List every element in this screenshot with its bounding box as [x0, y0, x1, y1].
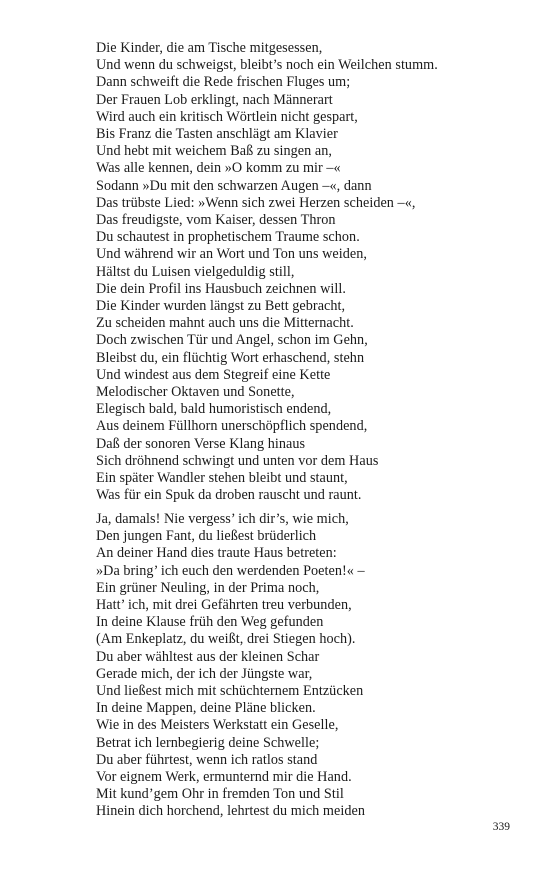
- poem-line: Hinein dich horchend, lehrtest du mich meiden: [96, 803, 365, 820]
- poem-line: Aus deinem Füllhorn unerschöpflich spendend,: [96, 418, 368, 435]
- poem-stanza-1: [96, 40, 516, 504]
- poem-line: In deine Mappen, deine Pläne blicken.: [96, 700, 316, 717]
- poem-line: Bis Franz die Tasten anschlägt am Klavier: [96, 126, 338, 143]
- poem-line: Der Frauen Lob erklingt, nach Männerart: [96, 91, 333, 108]
- poem-line: Die Kinder wurden längst zu Bett gebracht,: [96, 298, 346, 315]
- poem-line: Zu scheiden mahnt auch uns die Mitternacht.: [96, 315, 354, 332]
- poem-line: Gerade mich, der ich der Jüngste war,: [96, 665, 313, 682]
- poem-line: Du aber führtest, wenn ich ratlos stand: [96, 751, 318, 768]
- poem-line: Betrat ich lernbegierig deine Schwelle;: [96, 734, 320, 751]
- poem-line: Und während wir an Wort und Ton uns weiden,: [96, 246, 367, 263]
- poem-line: Ja, damals! Nie vergess’ ich dir’s, wie mich,: [96, 511, 349, 527]
- poem-line: Was für ein Spuk da droben rauscht und raunt.: [96, 487, 362, 504]
- poem-line: Du schautest in prophetischem Traume schon.: [96, 229, 360, 246]
- poem-line: Ein grüner Neuling, in der Prima noch,: [96, 579, 320, 596]
- poem-line: Die dein Profil ins Hausbuch zeichnen will.: [96, 280, 346, 297]
- poem-stanza-2: [96, 511, 516, 821]
- poem-line: Ein später Wandler stehen bleibt und staunt,: [96, 470, 348, 487]
- poem-line: Elegisch bald, bald humoristisch endend,: [96, 401, 332, 418]
- poem-line: »Da bring’ ich euch den werdenden Poeten!« –: [96, 562, 365, 579]
- page-number: 339: [492, 821, 510, 833]
- poem-line: Wird auch ein kritisch Wörtlein nicht gespart,: [96, 108, 358, 125]
- poem-line: Mit kund’gem Ohr in fremden Ton und Stil: [96, 786, 344, 803]
- poem-line: Hältst du Luisen vielgeduldig still,: [96, 263, 295, 280]
- poem-line: Doch zwischen Tür und Angel, schon im Gehn,: [96, 332, 368, 349]
- poem-line: Hatt’ ich, mit drei Gefährten treu verbunden,: [96, 597, 352, 614]
- poem-line: Wie in des Meisters Werkstatt ein Geselle,: [96, 717, 339, 734]
- poem-line: Und hebt mit weichem Baß zu singen an,: [96, 143, 332, 160]
- poem-line: In deine Klause früh den Weg gefunden: [96, 614, 324, 631]
- poem-line: Die Kinder, die am Tische mitgesessen,: [96, 40, 323, 56]
- poem-line: Dann schweift die Rede frischen Fluges um;: [96, 74, 351, 91]
- poem-line: Bleibst du, ein flüchtig Wort erhaschend, stehn: [96, 349, 365, 366]
- poem-line: Und windest aus dem Stegreif eine Kette: [96, 366, 331, 383]
- poem-line: Und ließest mich mit schüchternem Entzücken: [96, 683, 364, 700]
- poem-line: Und wenn du schweigst, bleibt’s noch ein Weilchen stumm.: [96, 57, 438, 74]
- poem-line: Das freudigste, vom Kaiser, dessen Thron: [96, 212, 336, 229]
- poem-line: Melodischer Oktaven und Sonette,: [96, 384, 295, 401]
- poem-line: Du aber wähltest aus der kleinen Schar: [96, 648, 320, 665]
- poem-line: Den jungen Fant, du ließest brüderlich: [96, 528, 317, 545]
- poem-line: Sodann »Du mit den schwarzen Augen –«, dann: [96, 177, 372, 194]
- poem-line: Daß der sonoren Verse Klang hinaus: [96, 435, 306, 452]
- poem-line: Das trübste Lied: »Wenn sich zwei Herzen scheiden –«,: [96, 194, 416, 211]
- poem-line: Was alle kennen, dein »O komm zu mir –«: [96, 160, 341, 177]
- poem-line: An deiner Hand dies traute Haus betreten:: [96, 545, 337, 562]
- poem-line: Sich dröhnend schwingt und unten vor dem Haus: [96, 452, 379, 469]
- poem-line: (Am Enkeplatz, du weißt, drei Stiegen hoch).: [96, 631, 356, 648]
- poem-line: Vor eignem Werk, ermunternd mir die Hand.: [96, 769, 352, 786]
